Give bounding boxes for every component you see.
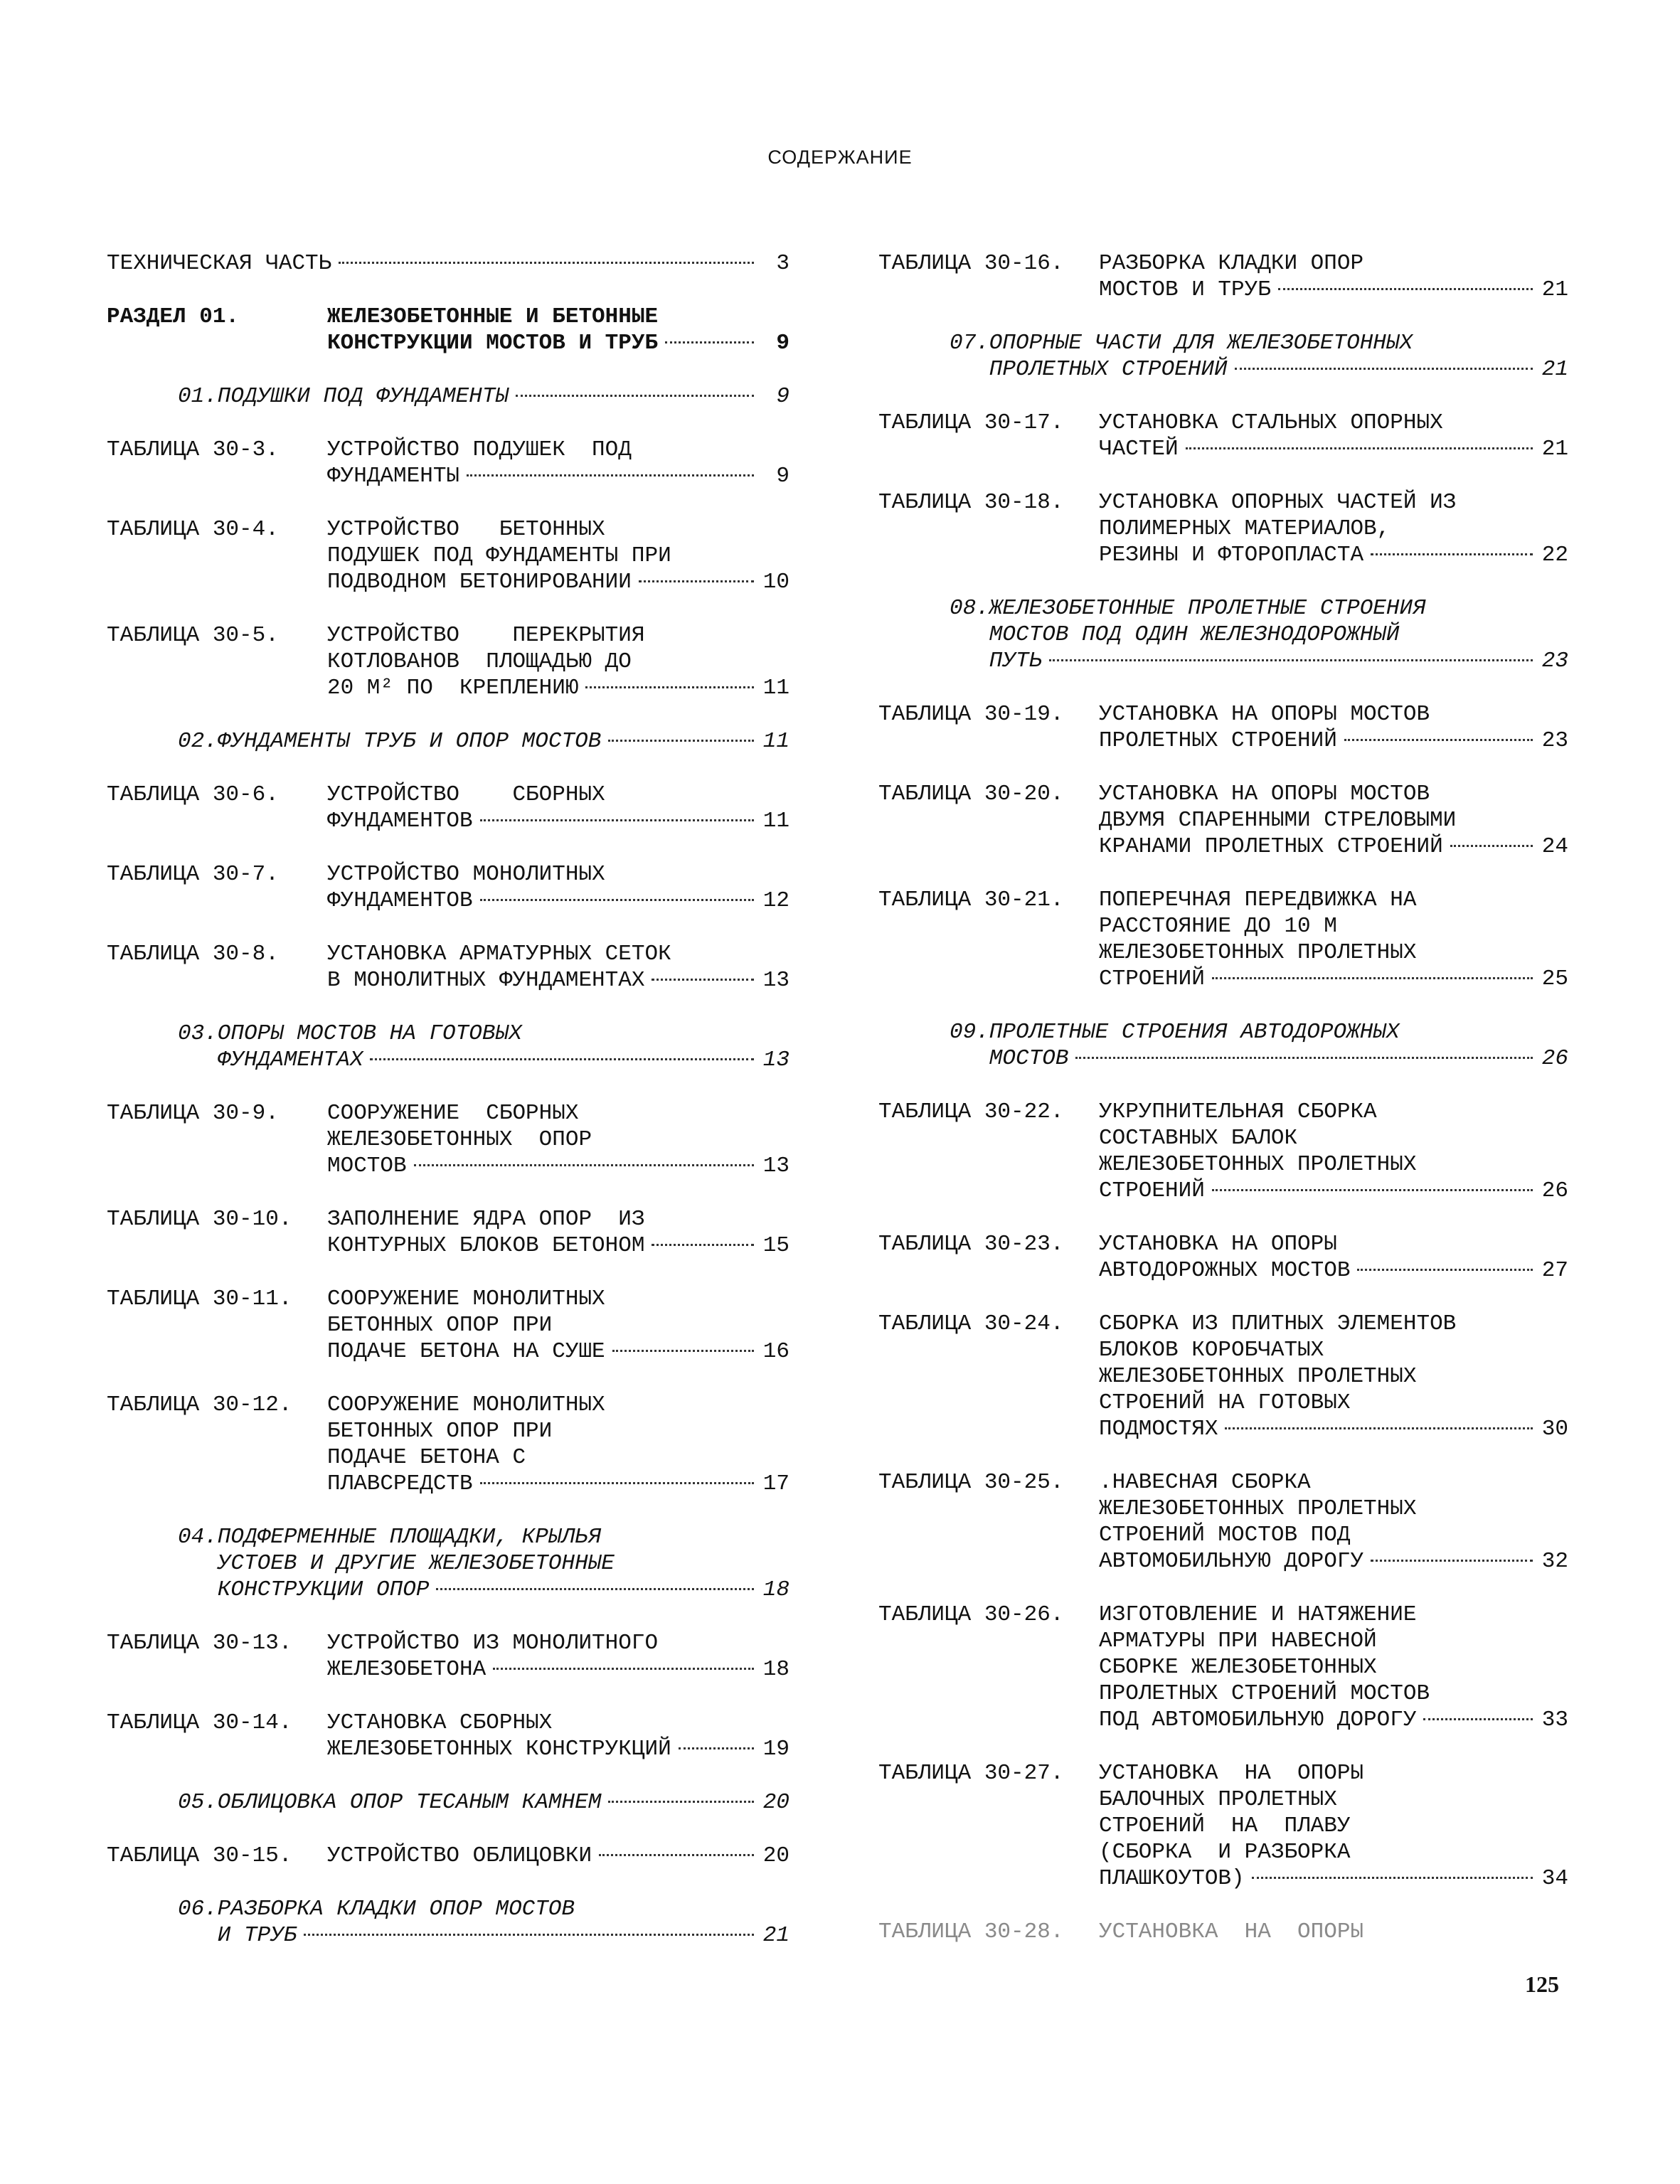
toc-page-number: 24 xyxy=(1541,834,1568,859)
toc-entry-body xyxy=(327,304,790,356)
toc-entry-line: УСТРОЙСТВО ПОДУШЕК ПОД xyxy=(327,437,632,462)
toc-entry xyxy=(878,1919,1568,1945)
toc-entry xyxy=(107,250,790,277)
toc-entry-title: АВТОМОБИЛЬНУЮ ДОРОГУ xyxy=(1099,1549,1364,1574)
toc-entry-body xyxy=(1099,781,1568,860)
dot-leader xyxy=(1423,1718,1533,1720)
dot-leader xyxy=(608,740,754,742)
toc-entry-line: ДВУМЯ СПАРЕННЫМИ СТРЕЛОВЫМИ xyxy=(1099,808,1457,833)
toc-entry-title: В МОНОЛИТНЫХ ФУНДАМЕНТАХ xyxy=(327,968,645,993)
dot-leader xyxy=(480,899,754,901)
toc-entry-body xyxy=(1099,1311,1568,1442)
toc-entry xyxy=(878,1760,1568,1892)
toc-entry-title: ПРОЛЕТНЫХ СТРОЕНИЙ xyxy=(950,357,1228,382)
toc-entry xyxy=(107,782,790,834)
toc-entry xyxy=(878,701,1568,754)
toc-entry-body xyxy=(327,1630,790,1683)
toc-entry-title: ПЛАШКОУТОВ) xyxy=(1099,1866,1245,1891)
toc-entry-title: ФУНДАМЕНТОВ xyxy=(327,809,473,833)
toc-entry xyxy=(878,1602,1568,1733)
toc-entry-body xyxy=(178,728,790,755)
dot-leader xyxy=(679,1747,754,1749)
toc-entry-label: ТАБЛИЦА 30-27. xyxy=(878,1761,1064,1786)
dot-leader xyxy=(1075,1057,1533,1059)
toc-entry-title: ЖЕЛЕЗОБЕТОНА xyxy=(327,1657,487,1682)
toc-entry-title: 05.ОБЛИЦОВКА ОПОР ТЕСАНЫМ КАМНЕМ xyxy=(178,1790,602,1815)
toc-entry-line: СТРОЕНИЙ НА ГОТОВЫХ xyxy=(1099,1390,1351,1415)
toc-page-number: 9 xyxy=(776,464,790,489)
dot-leader xyxy=(493,1668,754,1670)
toc-entry-title: УСТРОЙСТВО ОБЛИЦОВКИ xyxy=(327,1843,592,1868)
toc-entry xyxy=(107,1630,790,1683)
toc-entry-title: 20 М² ПО КРЕПЛЕНИЮ xyxy=(327,676,579,701)
toc-entry-line: 03.ОПОРЫ МОСТОВ НА ГОТОВЫХ xyxy=(178,1021,522,1046)
toc-entry xyxy=(878,595,1568,674)
toc-entry-line: УСТРОЙСТВО БЕТОННЫХ xyxy=(327,517,605,542)
toc-page-number: 25 xyxy=(1541,966,1568,991)
toc-entry-label: ТАБЛИЦА 30-12. xyxy=(107,1392,292,1417)
toc-page-number: 13 xyxy=(762,1154,790,1178)
toc-entry-line: ЖЕЛЕЗОБЕТОННЫЕ И БЕТОННЫЕ xyxy=(327,304,659,329)
toc-entry-line: СООРУЖЕНИЕ МОНОЛИТНЫХ xyxy=(327,1392,605,1417)
toc-entry-line: 04.ПОДФЕРМЕННЫЕ ПЛОЩАДКИ, КРЫЛЬЯ xyxy=(178,1525,602,1550)
toc-entry-label: ТАБЛИЦА 30-4. xyxy=(107,517,279,542)
toc-entry-title: ТЕХНИЧЕСКАЯ ЧАСТЬ xyxy=(107,251,332,276)
toc-entry-title: ПОДАЧЕ БЕТОНА НА СУШЕ xyxy=(327,1339,605,1364)
toc-entry-label: ТАБЛИЦА 30-9. xyxy=(107,1101,279,1126)
toc-page-number: 26 xyxy=(1541,1178,1568,1203)
toc-entry-body xyxy=(1099,1760,1568,1892)
toc-entry-label: ТАБЛИЦА 30-19. xyxy=(878,702,1064,727)
toc-entry-line: ПОДУШЕК ПОД ФУНДАМЕНТЫ ПРИ xyxy=(327,543,671,568)
toc-entry-label: ТАБЛИЦА 30-24. xyxy=(878,1311,1064,1336)
toc-entry-label: ТАБЛИЦА 30-17. xyxy=(878,410,1064,435)
toc-page-number: 13 xyxy=(762,968,790,993)
dot-leader xyxy=(1186,447,1533,449)
toc-entry-body xyxy=(178,1021,790,1073)
toc-entry xyxy=(878,781,1568,860)
toc-page-number: 18 xyxy=(762,1657,790,1682)
dot-leader xyxy=(1212,977,1533,979)
dot-leader xyxy=(1235,368,1533,370)
toc-entry xyxy=(878,1099,1568,1204)
toc-entry-body xyxy=(327,1100,790,1179)
toc-entry xyxy=(107,1710,790,1762)
toc-entry-label: ТАБЛИЦА 30-21. xyxy=(878,888,1064,912)
toc-entry-line: УСТАНОВКА ОПОРНЫХ ЧАСТЕЙ ИЗ xyxy=(1099,490,1457,515)
toc-entry xyxy=(107,861,790,914)
toc-entry-body xyxy=(1099,887,1568,992)
toc-entry-label: ТАБЛИЦА 30-15. xyxy=(107,1843,292,1868)
toc-entry xyxy=(107,1843,790,1869)
toc-entry-line: СБОРКА ИЗ ПЛИТНЫХ ЭЛЕМЕНТОВ xyxy=(1099,1311,1457,1336)
toc-entry-body xyxy=(327,1206,790,1259)
toc-page-number: 12 xyxy=(762,888,790,913)
toc-entry-line: БЕТОННЫХ ОПОР ПРИ xyxy=(327,1313,553,1338)
toc-entry xyxy=(107,1392,790,1497)
toc-page-number: 21 xyxy=(762,1923,790,1948)
toc-page-number: 10 xyxy=(762,570,790,595)
toc-right-column xyxy=(878,250,1568,1972)
toc-entry-line: СТРОЕНИЙ МОСТОВ ПОД xyxy=(1099,1523,1351,1548)
toc-entry-line: СБОРКЕ ЖЕЛЕЗОБЕТОННЫХ xyxy=(1099,1655,1377,1680)
dot-leader xyxy=(1049,659,1533,661)
toc-entry-label: ТАБЛИЦА 30-25. xyxy=(878,1470,1064,1495)
toc-left-column xyxy=(107,250,790,1976)
toc-entry-body xyxy=(107,250,790,277)
toc-entry-body xyxy=(327,1286,790,1365)
dot-leader xyxy=(1357,1269,1533,1271)
toc-entry-label: ТАБЛИЦА 30-22. xyxy=(878,1099,1064,1124)
dot-leader xyxy=(414,1164,754,1166)
toc-entry-body xyxy=(327,1843,790,1869)
toc-entry xyxy=(878,887,1568,992)
toc-entry-title: МОСТОВ И ТРУБ xyxy=(1099,277,1271,302)
toc-entry-line: ЖЕЛЕЗОБЕТОННЫХ ПРОЛЕТНЫХ xyxy=(1099,1364,1417,1389)
toc-entry-line: КОТЛОВАНОВ ПЛОЩАДЬЮ ДО xyxy=(327,649,632,674)
toc-entry-line: ПОДАЧЕ БЕТОНА С xyxy=(327,1445,526,1470)
toc-entry-label: ТАБЛИЦА 30-26. xyxy=(878,1602,1064,1627)
toc-entry-body xyxy=(327,1710,790,1762)
toc-entry-label: ТАБЛИЦА 30-10. xyxy=(107,1207,292,1232)
dot-leader xyxy=(339,262,754,264)
dot-leader xyxy=(1344,739,1533,741)
toc-entry-line: УСТРОЙСТВО СБОРНЫХ xyxy=(327,782,605,807)
toc-entry xyxy=(107,941,790,994)
toc-entry-line: СОСТАВНЫХ БАЛОК xyxy=(1099,1126,1298,1151)
toc-entry-line: ЖЕЛЕЗОБЕТОННЫХ ОПОР xyxy=(327,1127,592,1152)
toc-page-number: 9 xyxy=(776,384,790,409)
dot-leader xyxy=(665,341,754,343)
toc-entry-title: ПОДМОСТЯХ xyxy=(1099,1417,1218,1442)
toc-page-number: 16 xyxy=(762,1339,790,1364)
toc-entry xyxy=(878,250,1568,303)
toc-page-number: 27 xyxy=(1541,1258,1568,1283)
toc-entry-line: РАССТОЯНИЕ ДО 10 М xyxy=(1099,914,1337,939)
toc-entry-label: ТАБЛИЦА 30-6. xyxy=(107,782,279,807)
toc-entry xyxy=(107,1021,790,1073)
toc-entry-line: УКРУПНИТЕЛЬНАЯ СБОРКА xyxy=(1099,1099,1377,1124)
toc-page-number: 21 xyxy=(1541,437,1568,462)
page-title: СОДЕРЖАНИЕ xyxy=(767,147,913,168)
toc-page-number: 23 xyxy=(1541,649,1568,673)
toc-entry-title: РЕЗИНЫ И ФТОРОПЛАСТА xyxy=(1099,543,1364,568)
toc-page-number: 15 xyxy=(762,1233,790,1258)
toc-entry xyxy=(878,489,1568,568)
toc-entry-line: ПОЛИМЕРНЫХ МАТЕРИАЛОВ, xyxy=(1099,516,1391,541)
toc-entry-line: СООРУЖЕНИЕ СБОРНЫХ xyxy=(327,1101,579,1126)
toc-page-number: 34 xyxy=(1541,1866,1568,1891)
toc-entry-body xyxy=(327,516,790,595)
toc-entry xyxy=(878,330,1568,383)
dot-leader xyxy=(652,1244,754,1246)
dot-leader xyxy=(436,1588,754,1590)
toc-entry xyxy=(107,728,790,755)
toc-entry-title: ЧАСТЕЙ xyxy=(1099,437,1179,462)
toc-entry xyxy=(878,1231,1568,1284)
toc-entry xyxy=(107,1100,790,1179)
dot-leader xyxy=(608,1801,754,1803)
toc-entry-title: СТРОЕНИЙ xyxy=(1099,1178,1205,1203)
toc-entry-label: ТАБЛИЦА 30-18. xyxy=(878,490,1064,515)
toc-entry-line: УСТРОЙСТВО ПЕРЕКРЫТИЯ xyxy=(327,623,645,648)
toc-page-number: 20 xyxy=(762,1843,790,1868)
toc-entry-line: .НАВЕСНАЯ СБОРКА xyxy=(1099,1470,1311,1495)
toc-entry-label: ТАБЛИЦА 30-3. xyxy=(107,437,279,462)
toc-entry-title: КОНТУРНЫХ БЛОКОВ БЕТОНОМ xyxy=(327,1233,645,1258)
dot-leader xyxy=(370,1058,754,1060)
toc-page-number: 21 xyxy=(1541,277,1568,302)
toc-entry-body xyxy=(327,622,790,701)
toc-entry xyxy=(107,516,790,595)
dot-leader xyxy=(1212,1189,1533,1191)
toc-entry-body xyxy=(178,383,790,410)
dot-leader xyxy=(480,1482,754,1484)
dot-leader xyxy=(585,686,754,688)
toc-entry-title: 02.ФУНДАМЕНТЫ ТРУБ И ОПОР МОСТОВ xyxy=(178,729,602,754)
toc-entry-label: РАЗДЕЛ 01. xyxy=(107,304,240,329)
toc-entry-line: УСТРОЙСТВО МОНОЛИТНЫХ xyxy=(327,862,605,887)
toc-entry xyxy=(107,1286,790,1365)
toc-page-number: 32 xyxy=(1541,1549,1568,1574)
toc-entry-line: УСТАНОВКА НА ОПОРЫ xyxy=(1099,1761,1364,1786)
toc-entry-title: ФУНДАМЕНТОВ xyxy=(327,888,473,913)
toc-entry xyxy=(107,1789,790,1816)
dot-leader xyxy=(304,1934,754,1936)
toc-page-number: 26 xyxy=(1541,1046,1568,1071)
toc-page-number: 21 xyxy=(1541,357,1568,382)
toc-entry-label: ТАБЛИЦА 30-23. xyxy=(878,1232,1064,1257)
toc-entry-line: АРМАТУРЫ ПРИ НАВЕСНОЙ xyxy=(1099,1629,1377,1653)
toc-entry-title: ПОД АВТОМОБИЛЬНУЮ ДОРОГУ xyxy=(1099,1708,1417,1732)
toc-entry-body xyxy=(950,330,1568,383)
toc-entry-label: ТАБЛИЦА 30-13. xyxy=(107,1631,292,1656)
toc-entry-line: ИЗГОТОВЛЕНИЕ И НАТЯЖЕНИЕ xyxy=(1099,1602,1417,1627)
toc-entry-line: БЛОКОВ КОРОБЧАТЫХ xyxy=(1099,1338,1324,1363)
toc-entry xyxy=(878,1469,1568,1575)
toc-entry-label: ТАБЛИЦА 30-28. xyxy=(878,1919,1064,1944)
toc-entry-title: УСТАНОВКА НА ОПОРЫ xyxy=(1099,1919,1364,1944)
page-number: 125 xyxy=(1525,1971,1559,1997)
toc-page-number: 30 xyxy=(1541,1417,1568,1442)
toc-entry-title: ПЛАВСРЕДСТВ xyxy=(327,1471,473,1496)
toc-entry-line: МОСТОВ ПОД ОДИН ЖЕЛЕЗНОДОРОЖНЫЙ xyxy=(950,622,1400,647)
toc-entry-label: ТАБЛИЦА 30-20. xyxy=(878,782,1064,806)
toc-entry-body xyxy=(327,861,790,914)
toc-entry-line: ЗАПОЛНЕНИЕ ЯДРА ОПОР ИЗ xyxy=(327,1207,645,1232)
toc-page-number: 19 xyxy=(762,1737,790,1762)
toc-entry xyxy=(107,1206,790,1259)
toc-entry-label: ТАБЛИЦА 30-8. xyxy=(107,942,279,966)
toc-entry-body xyxy=(1099,1602,1568,1733)
toc-entry-line: 09.ПРОЛЕТНЫЕ СТРОЕНИЯ АВТОДОРОЖНЫХ xyxy=(950,1020,1400,1045)
toc-entry-body xyxy=(950,1019,1568,1072)
toc-entry-title: ПОДВОДНОМ БЕТОНИРОВАНИИ xyxy=(327,570,632,595)
toc-entry-body xyxy=(327,1392,790,1497)
dot-leader xyxy=(612,1350,754,1352)
dot-leader xyxy=(480,819,754,821)
toc-entry-body xyxy=(178,1896,790,1949)
toc-page-number: 11 xyxy=(762,809,790,833)
toc-entry-line: СООРУЖЕНИЕ МОНОЛИТНЫХ xyxy=(327,1287,605,1311)
toc-entry-body xyxy=(950,595,1568,674)
toc-entry-body xyxy=(178,1789,790,1816)
toc-page-number: 11 xyxy=(762,729,790,754)
toc-page-number: 20 xyxy=(762,1790,790,1815)
toc-entry-line: РАЗБОРКА КЛАДКИ ОПОР xyxy=(1099,251,1364,276)
toc-entry-line: БЕТОННЫХ ОПОР ПРИ xyxy=(327,1419,553,1444)
toc-entry-body xyxy=(1099,1469,1568,1575)
toc-entry-title: МОСТОВ xyxy=(950,1046,1069,1071)
toc-entry xyxy=(878,410,1568,462)
toc-page-number: 3 xyxy=(776,251,790,276)
toc-entry-line: ПОПЕРЕЧНАЯ ПЕРЕДВИЖКА НА xyxy=(1099,888,1417,912)
toc-page-number: 13 xyxy=(762,1048,790,1072)
toc-entry-body xyxy=(327,941,790,994)
toc-entry-line: УСТАНОВКА НА ОПОРЫ МОСТОВ xyxy=(1099,782,1430,806)
toc-entry-line: ЖЕЛЕЗОБЕТОННЫХ ПРОЛЕТНЫХ xyxy=(1099,940,1417,965)
toc-entry-title: АВТОДОРОЖНЫХ МОСТОВ xyxy=(1099,1258,1351,1283)
toc-entry-title: КОНСТРУКЦИИ МОСТОВ И ТРУБ xyxy=(327,331,659,356)
toc-entry xyxy=(878,1311,1568,1442)
toc-entry xyxy=(878,1019,1568,1072)
toc-entry-body xyxy=(1099,489,1568,568)
toc-entry-title: ЖЕЛЕЗОБЕТОННЫХ КОНСТРУКЦИЙ xyxy=(327,1737,671,1762)
dot-leader xyxy=(1278,288,1533,290)
toc-entry-title: ФУНДАМЕНТАХ xyxy=(178,1048,363,1072)
toc-entry-line: ПРОЛЕТНЫХ СТРОЕНИЙ МОСТОВ xyxy=(1099,1681,1430,1706)
toc-entry-line: СТРОЕНИЙ НА ПЛАВУ xyxy=(1099,1813,1351,1838)
dot-leader xyxy=(1225,1427,1533,1429)
toc-entry-title: КОНСТРУКЦИИ ОПОР xyxy=(178,1577,430,1602)
toc-entry-label: ТАБЛИЦА 30-14. xyxy=(107,1710,292,1735)
dot-leader xyxy=(516,395,754,397)
toc-entry-title: МОСТОВ xyxy=(327,1154,407,1178)
dot-leader xyxy=(467,474,754,476)
toc-entry-title: И ТРУБ xyxy=(178,1923,297,1948)
toc-page-number: 17 xyxy=(762,1471,790,1496)
dot-leader xyxy=(1450,845,1533,847)
toc-entry-line: БАЛОЧНЫХ ПРОЛЕТНЫХ xyxy=(1099,1787,1337,1812)
toc-entry xyxy=(107,1524,790,1603)
toc-entry-title: КРАНАМИ ПРОЛЕТНЫХ СТРОЕНИЙ xyxy=(1099,834,1443,859)
toc-page-number: 23 xyxy=(1541,728,1568,753)
toc-entry-line: 08.ЖЕЛЕЗОБЕТОННЫЕ ПРОЛЕТНЫЕ СТРОЕНИЯ xyxy=(950,596,1426,621)
toc-entry-line: УСТРОЙСТВО ИЗ МОНОЛИТНОГО xyxy=(327,1631,659,1656)
toc-entry-label: ТАБЛИЦА 30-16. xyxy=(878,251,1064,276)
toc-entry-body xyxy=(327,437,790,489)
toc-page-number: 22 xyxy=(1541,543,1568,568)
toc-page-number: 9 xyxy=(776,331,790,356)
toc-entry-body xyxy=(1099,1231,1568,1284)
toc-entry-line: (СБОРКА И РАЗБОРКА xyxy=(1099,1840,1351,1865)
toc-page-number: 33 xyxy=(1541,1708,1568,1732)
toc-entry-line: УСТАНОВКА АРМАТУРНЫХ СЕТОК xyxy=(327,942,671,966)
toc-entry-line: УСТОЕВ И ДРУГИЕ ЖЕЛЕЗОБЕТОННЫЕ xyxy=(178,1551,615,1576)
toc-page-number: 11 xyxy=(762,676,790,701)
toc-entry-line: ЖЕЛЕЗОБЕТОННЫХ ПРОЛЕТНЫХ xyxy=(1099,1496,1417,1521)
toc-entry-line: УСТАНОВКА НА ОПОРЫ МОСТОВ xyxy=(1099,702,1430,727)
toc-entry-line: УСТАНОВКА СБОРНЫХ xyxy=(327,1710,553,1735)
toc-entry-line: УСТАНОВКА НА ОПОРЫ xyxy=(1099,1232,1337,1257)
toc-entry xyxy=(107,383,790,410)
toc-entry-body xyxy=(1099,1919,1568,1945)
toc-entry-body xyxy=(1099,410,1568,462)
toc-entry-line: УСТАНОВКА СТАЛЬНЫХ ОПОРНЫХ xyxy=(1099,410,1443,435)
toc-entry-title: ПРОЛЕТНЫХ СТРОЕНИЙ xyxy=(1099,728,1337,753)
toc-entry-title: 01.ПОДУШКИ ПОД ФУНДАМЕНТЫ xyxy=(178,384,509,409)
toc-entry-label: ТАБЛИЦА 30-5. xyxy=(107,623,279,648)
toc-entry-line: ЖЕЛЕЗОБЕТОННЫХ ПРОЛЕТНЫХ xyxy=(1099,1152,1417,1177)
toc-entry-line: 07.ОПОРНЫЕ ЧАСТИ ДЛЯ ЖЕЛЕЗОБЕТОННЫХ xyxy=(950,331,1413,356)
dot-leader xyxy=(639,580,754,582)
toc-entry xyxy=(107,1896,790,1949)
dot-leader xyxy=(1371,1560,1533,1562)
toc-entry-label: ТАБЛИЦА 30-11. xyxy=(107,1287,292,1311)
toc-entry-title: ПУТЬ xyxy=(950,649,1043,673)
toc-entry xyxy=(107,622,790,701)
toc-entry-title: ФУНДАМЕНТЫ xyxy=(327,464,460,489)
toc-entry-label: ТАБЛИЦА 30-7. xyxy=(107,862,279,887)
toc-entry xyxy=(107,437,790,489)
toc-entry xyxy=(107,304,790,356)
toc-entry-body xyxy=(327,782,790,834)
toc-entry-line: 06.РАЗБОРКА КЛАДКИ ОПОР МОСТОВ xyxy=(178,1897,575,1922)
toc-entry-body xyxy=(1099,250,1568,303)
toc-entry-body xyxy=(1099,1099,1568,1204)
toc-entry-body xyxy=(1099,701,1568,754)
toc-entry-body xyxy=(178,1524,790,1603)
dot-leader xyxy=(1371,553,1533,555)
toc-page-number: 18 xyxy=(762,1577,790,1602)
dot-leader xyxy=(599,1854,754,1856)
dot-leader xyxy=(652,979,754,981)
dot-leader xyxy=(1252,1877,1533,1879)
toc-entry-title: СТРОЕНИЙ xyxy=(1099,966,1205,991)
